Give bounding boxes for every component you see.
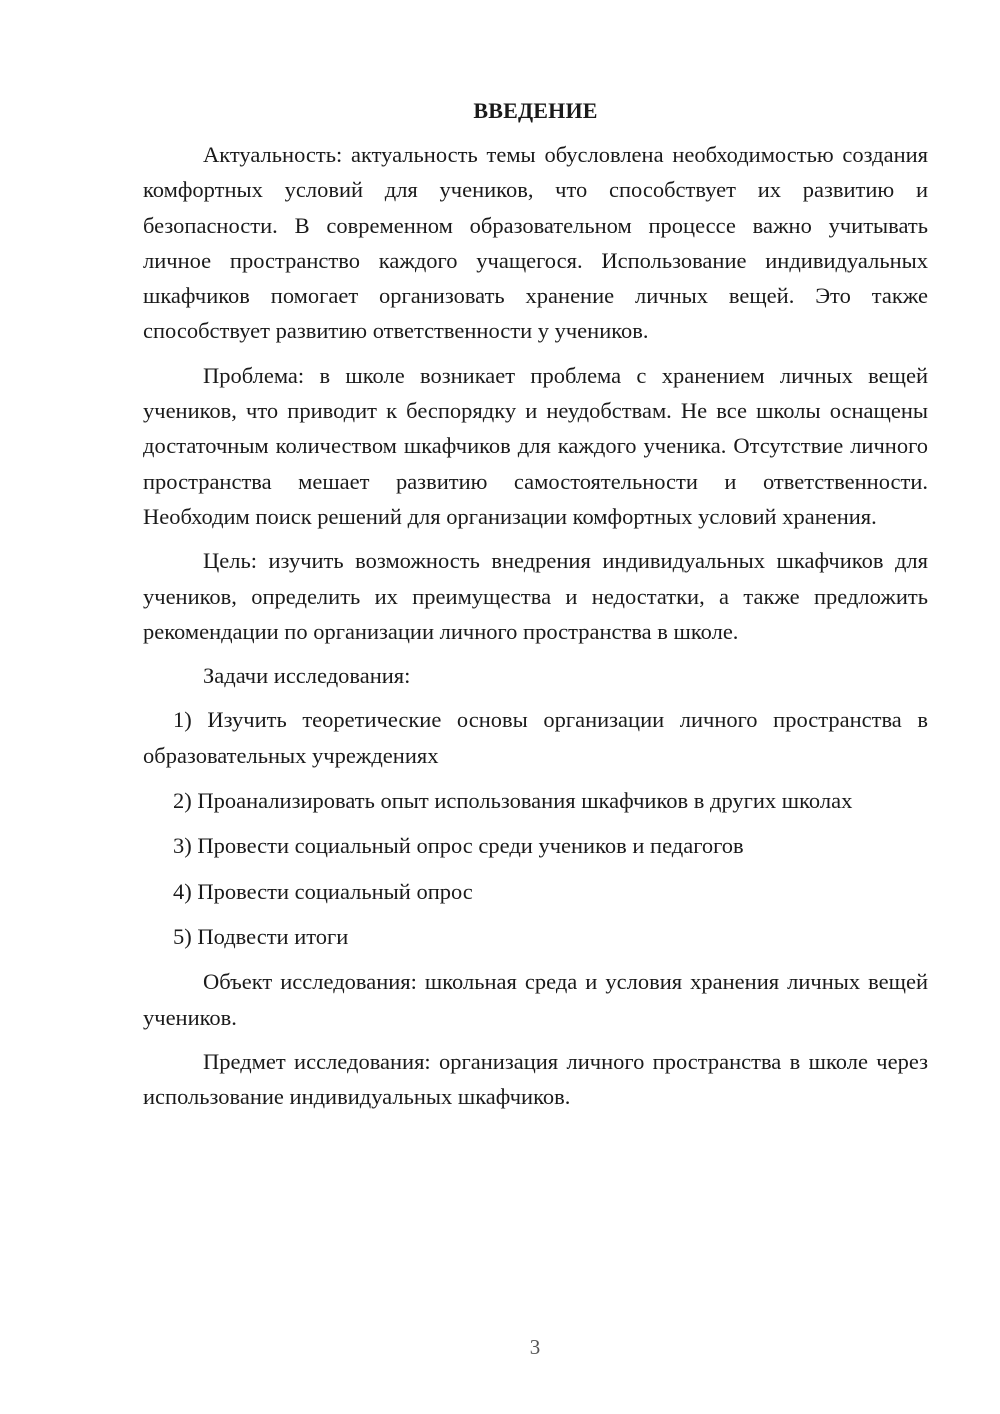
list-item: 2) Проанализировать опыт использования шкафчиков в других школах	[173, 788, 853, 814]
list-item: 5) Подвести итоги	[173, 923, 349, 949]
tasks-heading: Задачи исследования:	[203, 663, 411, 689]
list-item: 4) Провести социальный опрос	[173, 878, 473, 904]
document-page	[143, 95, 928, 1123]
list-item: 1) Изучить теоретические основы организации личного пространства в образовательных учреждениях	[143, 707, 928, 768]
paragraph-subject: Предмет исследования: организация личного пространства в школе через использование индивидуальных шкафчиков.	[143, 1048, 928, 1110]
list-item: 3) Провести социальный опрос среди учеников и педагогов	[173, 833, 744, 859]
paragraph-problem: Проблема: в школе возникает проблема с хранением личных вещей учеников, что приводит к беспорядку и неудобствам. Не все школы оснащены достаточным количеством шкафчиков для каждого ученика. Отсутствие личного пространства мешает развитию самостоятельности и ответственности. Необходим поиск решений для организации комфортных условий хранения.	[143, 362, 928, 529]
page-title: ВВЕДЕНИЕ	[473, 98, 598, 123]
paragraph-relevance: Актуальность: актуальность темы обусловлена необходимостью создания комфортных условий для учеников, что способствует их развитию и безопасности. В современном образовательном процессе важно учитывать личное пространство каждого учащегося. Использование индивидуальных шкафчиков помогает организовать хранение личных вещей. Это также способствует развитию ответственности у учеников.	[143, 142, 928, 344]
paragraph-object: Объект исследования: школьная среда и условия хранения личных вещей учеников.	[143, 969, 928, 1030]
page-number: 3	[529, 1335, 541, 1359]
tasks-list	[143, 702, 928, 954]
paragraph-goal: Цель: изучить возможность внедрения индивидуальных шкафчиков для учеников, определить их преимущества и недостатки, а также предложить рекомендации по организации личного пространства в школе.	[143, 548, 928, 644]
